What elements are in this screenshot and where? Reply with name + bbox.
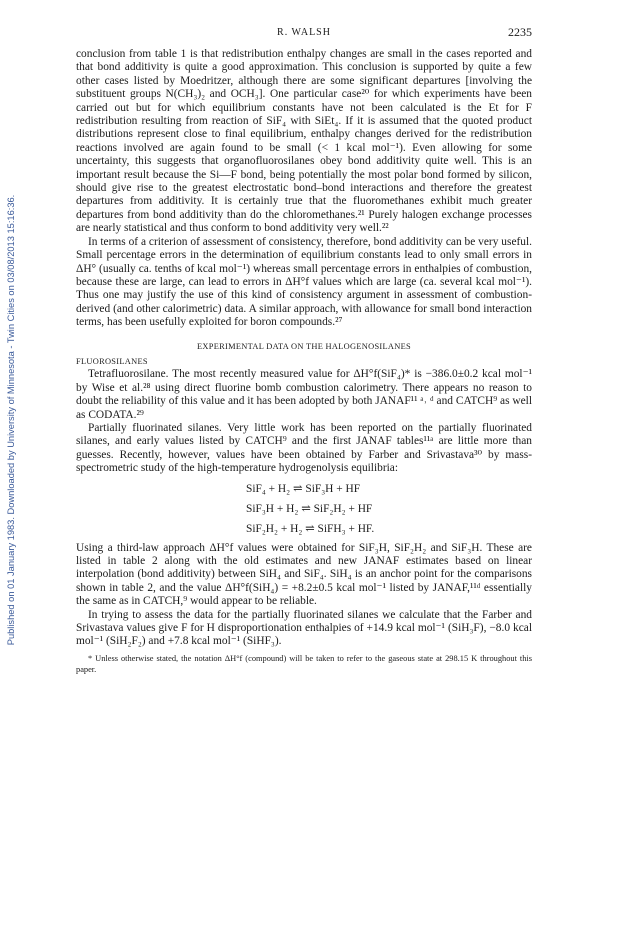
- subsection-title: FLUOROSILANES: [76, 356, 148, 366]
- page-header: [76, 24, 532, 40]
- paragraph-2: In terms of a criterion of assessment of consistency, therefore, bond additivity can be very useful. Small percentage errors in the determination of equilibrium constants lead to only small errors in ΔH° (usually ca. tenths of kcal mol⁻¹) whereas small percentage errors in enthalpies of combustion, because these are large, can lead to errors in ΔH°f values which are large (ca. several kcal mol⁻¹). Thus one may justify the use of this kind of consistency argument in assessment of combustion-derived (and other calorimetric) data. A similar approach, with allowance for small bond interaction terms, has been usefully exploited for boron compounds.²⁷: [76, 235, 532, 329]
- article-body: [76, 48, 532, 675]
- download-watermark-text: Published on 01 January 1983. Downloaded by University of Minnesota - Twin Cities on 03/08/2013 15:16:36.: [6, 194, 16, 646]
- equation-2: SiF₃H + H₂ ⇌ SiF₂H₂ + HF: [246, 502, 373, 515]
- equation-1: SiF₄ + H₂ ⇌ SiF₃H + HF: [246, 482, 361, 495]
- section-title: EXPERIMENTAL DATA ON THE HALOGENOSILANES: [197, 341, 411, 351]
- page-number: 2235: [508, 25, 532, 39]
- footnote: * Unless otherwise stated, the notation ΔH°f (compound) will be taken to refer to the gaseous state at 298.15 K throughout this paper.: [76, 653, 532, 674]
- paragraph-tetrafluorosilane: Tetrafluorosilane. The most recently measured value for ΔH°f(SiF₄)* is −386.0±0.2 kcal mol⁻¹ by Wise et al.²⁸ using direct fluorine bomb combustion calorimetry. There appears no reason to doubt the reliability of this value and it has been adopted by both JANAF¹¹ ᵃ˒ ᵈ and CATCH⁹ as well as CODATA.²⁹: [76, 368, 532, 421]
- download-watermark: [4, 140, 18, 700]
- running-head-author: R. WALSH: [277, 27, 331, 38]
- paragraph-disproportionation: In trying to assess the data for the partially fluorinated silanes we calculate that the Farber and Srivastava values give F for H disproportionation enthalpies of +14.9 kcal mol⁻¹ (SiH₃F), −8.0 kcal mol⁻¹ (SiH₂F₂) and +7.8 kcal mol⁻¹ (SiHF₃).: [76, 608, 532, 648]
- paragraph-partially-fluorinated: Partially fluorinated silanes. Very little work has been reported on the partially fluorinated silanes, and early values listed by CATCH⁹ and the first JANAF tables¹¹ᵃ are little more than guesses. Recently, however, values have been obtained by Farber and Srivastava³⁰ by mass-spectrometric study of the high-temperature hydrogenolysis equilibria:: [76, 421, 532, 475]
- equation-block: [76, 479, 532, 539]
- paragraph-1: conclusion from table 1 is that redistribution enthalpy changes are small in the cases reported and that bond additivity is quite a good approximation. This conclusion is supported by quite a few other cases listed by Moedritzer, although there are some significant departures [involving the substituent groups N(CH₃)₂ and OCH₃]. One particular case²⁰ for which experiments have been carried out but for which equilibrium constants have not been calculated is the Et for F redistribution resulting from reaction of SiF₄ with SiEt₄. If it is assumed that the quoted product distributions represent close to final equilibrium, enthalpy changes derived for the redistribution reactions involved are again found to be small (< 1 kcal mol⁻¹). Even allowing for some uncertainty, this suggests that organofluorosilanes obey bond additivity quite well. This is an important result because the Si—F bond, being potentially the most polar bond formed by silicon, should give rise to the greatest electrostatic bond–bond interactions and therefore the greatest departures from additivity. It is certainly true that the fluoromethanes exhibit much greater departures from bond additivity than do the chloromethanes.²¹ Purely halogen exchange processes are nearly statistical and thus conform to bond additivity very well.²²: [76, 48, 532, 235]
- paragraph-third-law: Using a third-law approach ΔH°f values were obtained for SiF₃H, SiF₂H₂ and SiF₃H. These are listed in table 2 along with the old estimates and new JANAF estimates based on linear interpolation (bond additivity) between SiH₄ and SiF₄. SiH₄ is an anchor point for the comparisons shown in table 2, and the value ΔH°f(SiH₄) = +8.2±0.5 kcal mol⁻¹ listed by JANAF,¹¹ᵈ essentially the same as in CATCH,⁹ would appear to be reliable.: [76, 541, 532, 608]
- equation-3: SiF₂H₂ + H₂ ⇌ SiFH₃ + HF.: [246, 522, 375, 535]
